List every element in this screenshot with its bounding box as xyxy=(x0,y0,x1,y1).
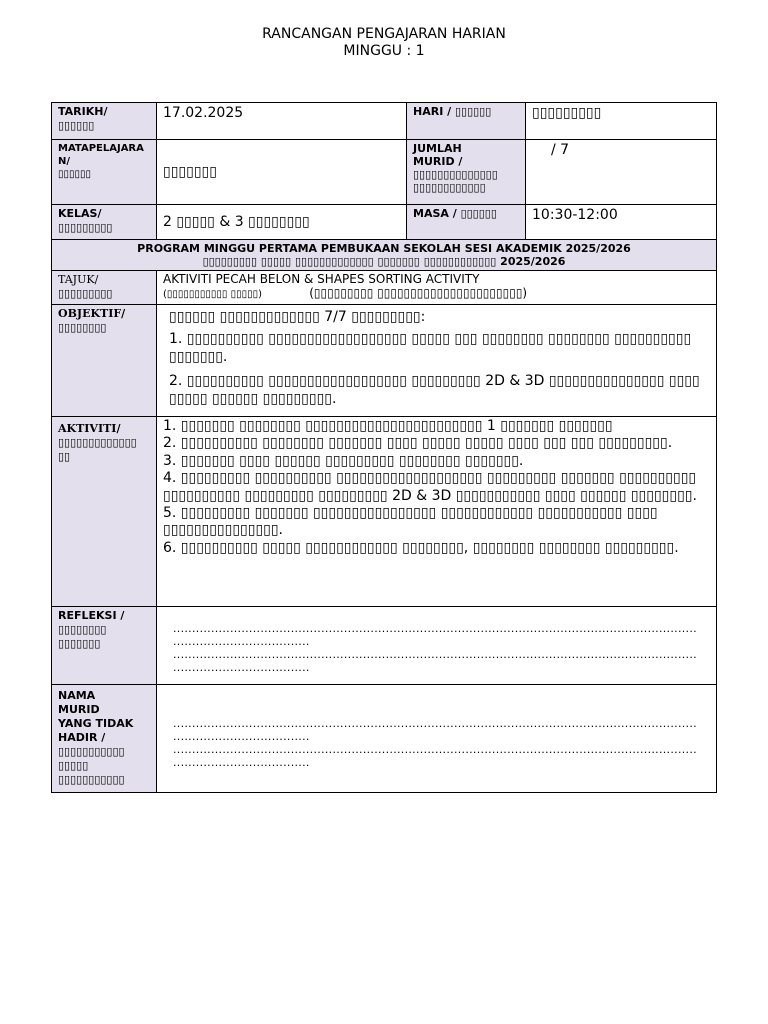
absent-value-cell xyxy=(157,685,717,793)
day-value: ▯▯▯▯▯▯▯▯▯ xyxy=(526,103,717,140)
reflection-row xyxy=(52,607,717,685)
absent-label-line: NAMA xyxy=(58,689,96,702)
absent-dots: .......................................................................................................................................... xyxy=(173,717,697,730)
reflection-dots: .................................... xyxy=(173,661,310,674)
absent-label-cell xyxy=(52,685,157,793)
topic-label-cell xyxy=(52,271,157,305)
date-label: TARIKH/ xyxy=(58,105,108,118)
objective-row xyxy=(52,305,717,417)
activity-item: 2. ▯▯▯▯▯▯▯▯▯▯ ▯▯▯▯▯▯▯▯ ▯▯▯▯▯▯▯ ▯▯▯▯ ▯▯▯▯▯ ▯▯▯▯▯ ▯▯▯▯ ▯▯▯ ▯▯▯ ▯▯▯▯▯▯▯▯▯. xyxy=(163,435,673,452)
activity-item: 1. ▯▯▯▯▯▯▯ ▯▯▯▯▯▯▯▯ ▯▯▯▯▯▯▯▯▯▯▯▯▯▯▯▯▯▯▯▯▯▯▯ 1 ▯▯▯▯▯▯▯ ▯▯▯▯▯▯▯ xyxy=(163,418,613,434)
subject-label-cell xyxy=(52,140,157,205)
banner-row xyxy=(52,240,717,271)
activity-label: AKTIVITI/ xyxy=(58,422,121,435)
reflection-label: REFLEKSI / xyxy=(58,609,125,622)
absent-dots: .................................... xyxy=(173,730,310,743)
absent-row xyxy=(52,685,717,793)
subject-label-sub: ▯▯▯▯▯▯ xyxy=(58,169,92,180)
topic-subtitle-2: (▯▯▯▯▯▯▯▯▯ ▯▯▯▯▯▯▯▯▯▯▯▯▯▯▯▯▯▯▯▯▯▯) xyxy=(309,286,528,300)
objective-label: OBJEKTIF/ xyxy=(58,307,126,320)
student-count-label-1: JUMLAH xyxy=(413,142,462,155)
week-label: MINGGU : 1 xyxy=(343,43,425,59)
date-label-sub: ▯▯▯▯▯▯ xyxy=(58,119,95,132)
reflection-value-cell xyxy=(157,607,717,685)
activity-item: 6. ▯▯▯▯▯▯▯▯▯▯ ▯▯▯▯▯ ▯▯▯▯▯▯▯▯▯▯▯▯ ▯▯▯▯▯▯▯▯, ▯▯▯▯▯▯▯▯ ▯▯▯▯▯▯▯▯ ▯▯▯▯▯▯▯▯▯. xyxy=(163,539,679,556)
program-banner-line2: ▯▯▯▯▯▯▯▯▯ ▯▯▯▯▯ ▯▯▯▯▯▯▯▯▯▯▯▯▯ ▯▯▯▯▯▯▯ ▯▯▯▯▯▯▯▯▯▯▯▯ 2025/2026 xyxy=(202,255,566,268)
student-count-value: / 7 xyxy=(526,140,717,205)
absent-dots: .......................................................................................................................................... xyxy=(173,743,697,756)
absent-label-line: HADIR / xyxy=(58,731,106,744)
activity-item: 4. ▯▯▯▯▯▯▯▯▯ ▯▯▯▯▯▯▯▯▯▯ ▯▯▯▯▯▯▯▯▯▯▯▯▯▯▯▯▯▯▯ ▯▯▯▯▯▯▯▯▯ ▯▯▯▯▯▯▯ ▯▯▯▯▯▯▯▯▯▯ ▯▯▯▯▯▯▯▯▯▯ ▯▯▯▯▯▯▯▯▯ ▯▯▯▯▯▯▯▯▯ 2D & 3D ▯▯▯▯▯▯▯▯▯▯▯ ▯▯▯▯ ▯▯▯▯▯▯ ▯▯▯▯▯▯▯▯. xyxy=(163,470,697,504)
class-row xyxy=(52,205,717,240)
program-banner-line1: PROGRAM MINGGU PERTAMA PEMBUKAAN SEKOLAH SESI AKADEMIK 2025/2026 xyxy=(137,242,631,255)
activity-label-cell xyxy=(52,417,157,607)
activity-value-cell xyxy=(157,417,717,607)
topic-label-sub: ▯▯▯▯▯▯▯▯▯ xyxy=(58,287,113,300)
activity-item: 5. ▯▯▯▯▯▯▯▯▯ ▯▯▯▯▯▯▯ ▯▯▯▯▯▯▯▯▯▯▯▯▯▯▯▯ ▯▯▯▯▯▯▯▯▯▯▯▯ ▯▯▯▯▯▯▯▯▯▯▯ ▯▯▯▯ ▯▯▯▯▯▯▯▯▯▯▯▯▯▯▯. xyxy=(163,505,658,539)
reflection-label-cell xyxy=(52,607,157,685)
objective-item-1: 1. ▯▯▯▯▯▯▯▯▯▯ ▯▯▯▯▯▯▯▯▯▯▯▯▯▯▯▯▯▯ ▯▯▯▯▯ ▯▯▯ ▯▯▯▯▯▯▯▯ ▯▯▯▯▯▯▯▯ ▯▯▯▯▯▯▯▯▯▯ ▯▯▯▯▯▯▯. xyxy=(169,331,692,365)
absent-label-line: MURID xyxy=(58,703,100,716)
class-label: KELAS/ xyxy=(58,207,102,220)
day-label: HARI / ▯▯▯▯▯▯ xyxy=(407,103,526,140)
class-label-cell xyxy=(52,205,157,240)
lesson-plan-table xyxy=(51,102,717,793)
topic-row xyxy=(52,271,717,305)
subject-label: MATAPELAJARA N/ xyxy=(58,143,144,167)
topic-value-cell xyxy=(157,271,717,305)
topic-subtitle-1: (▯▯▯▯▯▯▯▯▯▯▯ ▯▯▯▯▯) xyxy=(163,289,263,300)
reflection-dots: .................................... xyxy=(173,635,310,648)
reflection-dots: .......................................................................................................................................... xyxy=(173,648,697,661)
topic-subtitle-line xyxy=(163,286,710,302)
topic-title: AKTIVITI PECAH BELON & SHAPES SORTING ACTIVITY xyxy=(163,272,480,286)
subject-row xyxy=(52,140,717,205)
subject-value: ▯▯▯▯▯▯▯ xyxy=(157,140,407,205)
topic-label: TAJUK/ xyxy=(58,273,99,286)
date-label-cell xyxy=(52,103,157,140)
student-count-label-2: MURID / xyxy=(413,155,463,168)
time-value: 10:30-12:00 xyxy=(526,205,717,240)
reflection-dots: .......................................................................................................................................... xyxy=(173,622,697,635)
absent-label-line: YANG TIDAK xyxy=(58,717,134,730)
objective-label-cell xyxy=(52,305,157,417)
page-title: RANCANGAN PENGAJARAN HARIAN xyxy=(262,26,506,42)
absent-dots: .................................... xyxy=(173,756,310,769)
class-value: 2 ▯▯▯▯▯ & 3 ▯▯▯▯▯▯▯▯ xyxy=(157,205,407,240)
objective-label-sub: ▯▯▯▯▯▯▯▯ xyxy=(58,321,107,334)
objective-value-cell xyxy=(157,305,717,417)
reflection-label-sub: ▯▯▯▯▯▯▯▯ ▯▯▯▯▯▯▯ xyxy=(58,623,107,650)
objective-item-2: 2. ▯▯▯▯▯▯▯▯▯▯ ▯▯▯▯▯▯▯▯▯▯▯▯▯▯▯▯▯▯ ▯▯▯▯▯▯▯▯▯ 2D & 3D ▯▯▯▯▯▯▯▯▯▯▯▯▯▯▯ ▯▯▯▯ ▯▯▯▯▯ ▯▯▯▯▯▯ ▯▯▯▯▯▯▯▯▯. xyxy=(169,373,700,407)
student-count-label-sub: ▯▯▯▯▯▯▯▯▯▯▯▯▯▯ ▯▯▯▯▯▯▯▯▯▯▯▯ xyxy=(413,168,498,194)
absent-label-sub: ▯▯▯▯▯▯▯▯▯▯▯ ▯▯▯▯▯ ▯▯▯▯▯▯▯▯▯▯▯ xyxy=(58,745,125,786)
date-value: 17.02.2025 xyxy=(157,103,407,140)
program-banner xyxy=(52,240,717,271)
student-count-label-cell xyxy=(407,140,526,205)
objective-intro: ▯▯▯▯▯▯ ▯▯▯▯▯▯▯▯▯▯▯▯▯ 7/7 ▯▯▯▯▯▯▯▯▯: xyxy=(169,309,426,325)
date-row xyxy=(52,103,717,140)
activity-item: 3. ▯▯▯▯▯▯▯ ▯▯▯▯ ▯▯▯▯▯▯ ▯▯▯▯▯▯▯▯▯ ▯▯▯▯▯▯▯▯ ▯▯▯▯▯▯▯. xyxy=(163,452,524,469)
activity-label-sub: ▯▯▯▯▯▯▯▯▯▯▯▯▯ ▯▯ xyxy=(58,436,137,463)
time-label: MASA / ▯▯▯▯▯▯ xyxy=(407,205,526,240)
class-label-sub: ▯▯▯▯▯▯▯▯▯ xyxy=(58,221,113,234)
activity-row xyxy=(52,417,717,607)
